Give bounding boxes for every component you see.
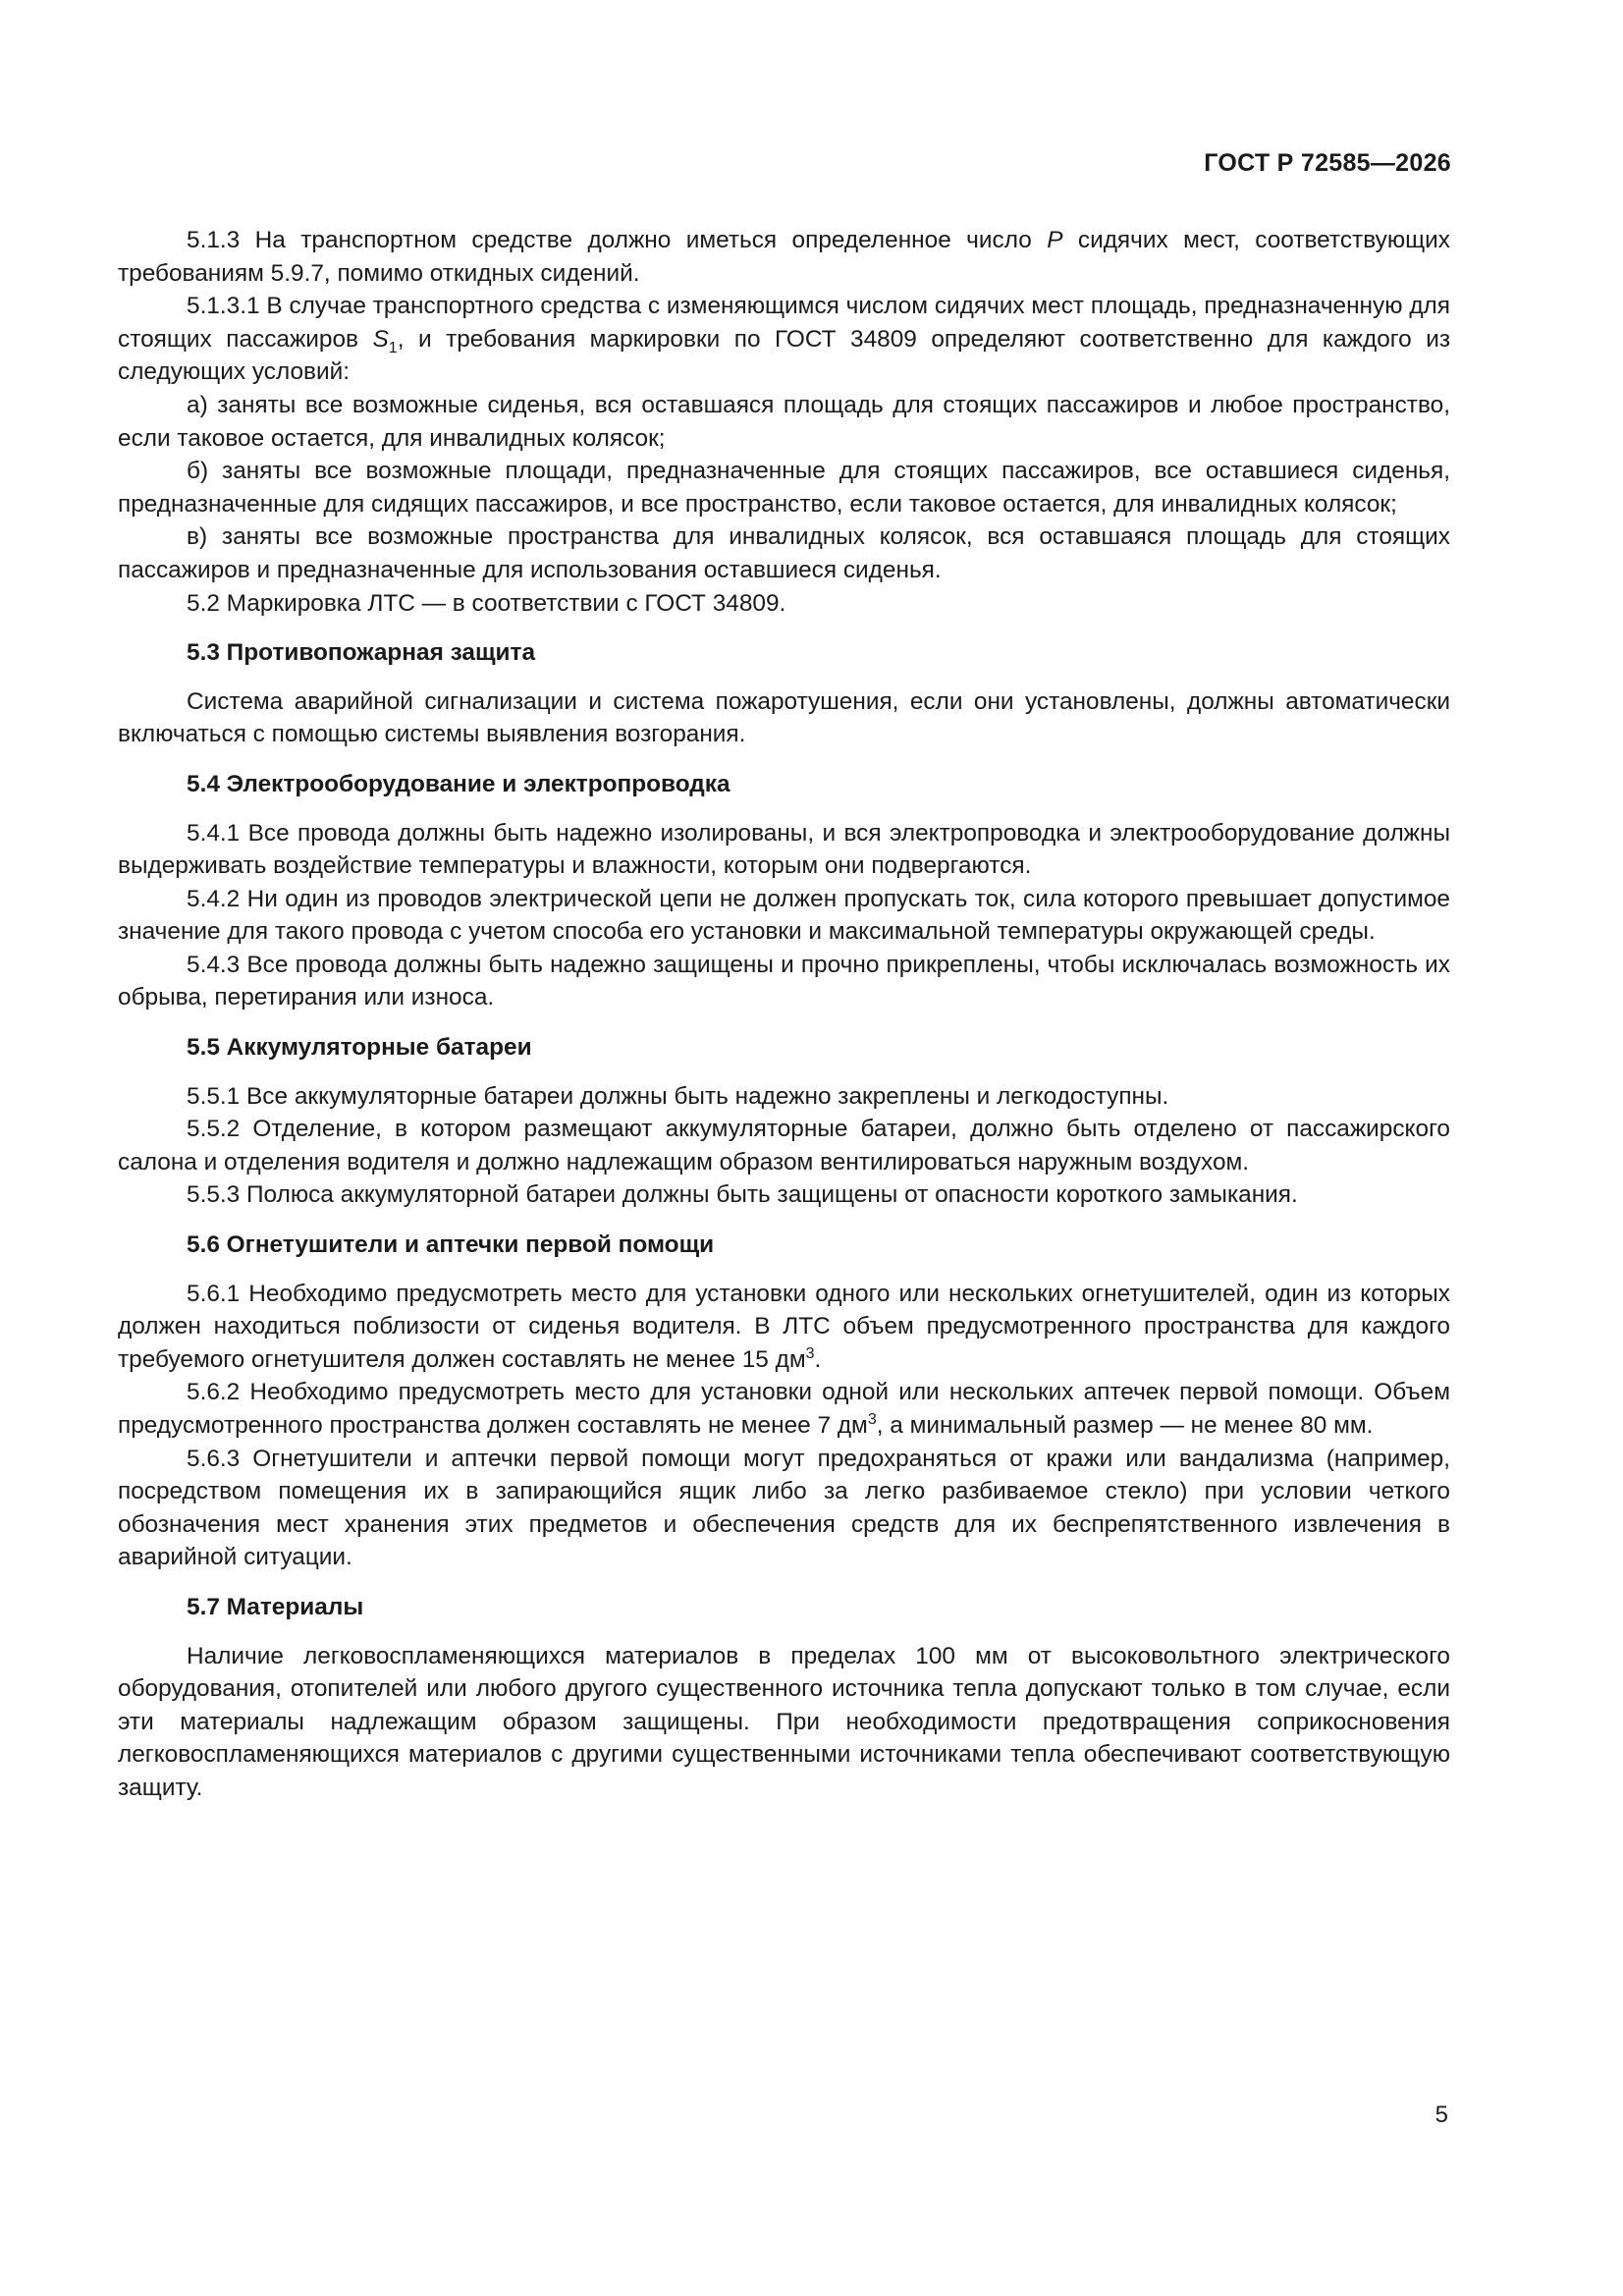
list-item-b: б) заняты все возможные площади, предназначенные для стоящих пассажиров, все оставшиеся сиденья, предназначенные для сидящих пассажиров, и все пространство, если таковое остается, для инвалидных колясок;: [118, 458, 1450, 518]
paragraph-5-6-1: 5.6.1 Необходимо предусмотреть место для установки одного или нескольких огнетушителей, один из которых должен находиться поблизости от сиденья водителя. В ЛТС объем предусмотренного пространства для каждого требуемого огнетушителя должен составлять не менее 15 $дм^3$.: [118, 1280, 1450, 1373]
list-item-a: а) заняты все возможные сиденья, вся оставшаяся площадь для стоящих пассажиров и любое пространство, если таковое остается, для инвалидных колясок;: [118, 391, 1450, 452]
list-item-c: в) заняты все возможные пространства для инвалидных колясок, вся оставшаяся площадь для стоящих пассажиров и предназначенные для использования оставшиеся сиденья.: [118, 523, 1450, 583]
page-number: 5: [1434, 2102, 1448, 2128]
paragraph-5-5-1: 5.5.1 Все аккумуляторные батареи должны быть надежно закреплены и легкодоступны.: [187, 1082, 1169, 1110]
paragraph-5-2: 5.2 Маркировка ЛТС — в соответствии с ГОСТ 34809.: [187, 589, 786, 617]
document-body: [118, 224, 1450, 1805]
section-heading-5-4: 5.4 Электрооборудование и электропроводка: [187, 770, 730, 797]
paragraph-5-1-3: 5.1.3 На транспортном средстве должно иметься определенное число P сидячих мест, соответствующих требованиям 5.9.7, помимо откидных сидений.: [118, 227, 1450, 287]
section-heading-5-6: 5.6 Огнетушители и аптечки первой помощи: [187, 1231, 715, 1259]
variable-s: S: [372, 325, 389, 353]
paragraph-5-6-3: 5.6.3 Огнетушители и аптечки первой помощи могут предохраняться от кражи или вандализма (например, посредством помещения их в запирающийся ящик либо за легко разбиваемое стекло) при условии четкого обозначения мест хранения этих предметов и обеспечения средств для их беспрепятственного извлечения в аварийной ситуации.: [118, 1445, 1450, 1571]
paragraph-5-3: Система аварийной сигнализации и система пожаротушения, если они установлены, должны автоматически включаться с помощью системы выявления возгорания.: [118, 687, 1450, 748]
variable-p: P: [1047, 227, 1063, 253]
paragraph-5-4-2: 5.4.2 Ни один из проводов электрической цепи не должен пропускать ток, сила которого превышает допустимое значение для такого провода с учетом способа его установки и максимальной температуры окружающей среды.: [118, 885, 1450, 946]
paragraph-5-5-3: 5.5.3 Полюса аккумуляторной батареи должны быть защищены от опасности короткого замыкания.: [187, 1181, 1298, 1209]
paragraph-5-1-3-1: 5.1.3.1 В случае транспортного средства с изменяющимся числом сидячих мест площадь, предназначенную для стоящих пассажиров $S_1$, и требования маркировки по ГОСТ 34809 определяют соответственно для каждого из следующих условий:: [118, 293, 1451, 386]
section-heading-5-3: 5.3 Противопожарная защита: [187, 639, 536, 667]
paragraph-5-7: Наличие легковоспламеняющихся материалов в пределах 100 мм от высоковольтного электрического оборудования, отопителей или любого другого существенного источника тепла допускают только в том случае, если эти материалы надлежащим образом защищены. При необходимости предотвращения соприкосновения легковоспламеняющихся материалов с другими существенными источниками тепла обеспечивают соответствующую защиту.: [118, 1642, 1450, 1801]
paragraph-5-4-1: 5.4.1 Все провода должны быть надежно изолированы, и вся электропроводка и электрооборудование должны выдерживать воздействие температуры и влажности, которым они подвергаются.: [118, 819, 1450, 880]
paragraph-5-5-2: 5.5.2 Отделение, в котором размещают аккумуляторные батареи, должно быть отделено от пассажирского салона и отделения водителя и должно надлежащим образом вентилироваться наружным воздухом.: [118, 1116, 1450, 1175]
subscript-1: 1: [388, 339, 398, 356]
standard-code: ГОСТ Р 72585—2026: [1204, 149, 1451, 177]
superscript-3: 3: [805, 1344, 815, 1362]
section-heading-5-7: 5.7 Материалы: [187, 1593, 364, 1620]
paragraph-5-6-2: 5.6.2 Необходимо предусмотреть место для установки одной или нескольких аптечек первой помощи. Объем предусмотренного пространства должен составлять не менее 7 $дм^3$, а минимальный размер — не менее 80 мм.: [118, 1379, 1450, 1439]
paragraph-5-4-3: 5.4.3 Все провода должны быть надежно защищены и прочно прикреплены, чтобы исключалась возможность их обрыва, перетирания или износа.: [118, 951, 1450, 1011]
section-heading-5-5: 5.5 Аккумуляторные батареи: [187, 1034, 532, 1062]
superscript-3: 3: [867, 1410, 877, 1428]
